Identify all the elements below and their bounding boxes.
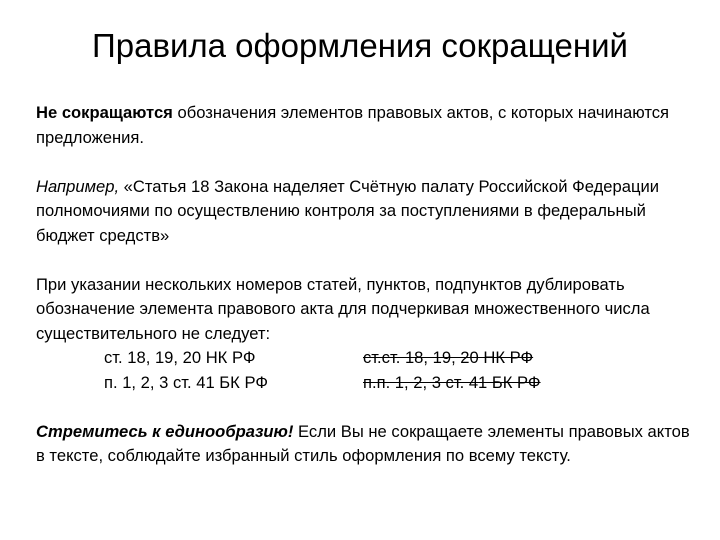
example-incorrect: ст.ст. 18, 19, 20 НК РФ [363,348,534,367]
paragraph-consistency [36,420,696,469]
paragraph-example [36,175,696,249]
paragraph-text: «Статья 18 Закона наделяет Счётную палату Российской Федерации полномочиями по осуществлению контроля за поступлениями в федеральный бюджет средств» [36,176,659,245]
paragraph-text: Если Вы не сокращаете элементы правовых актов в тексте, соблюдайте избранный стиль оформления по всему тексту. [36,421,690,465]
paragraph-text: обозначения элементов правовых актов, с которых начинаются предложения. [36,103,670,147]
bold-lead: Не сокращаются [36,103,173,122]
italic-lead: Например, [36,176,120,196]
example-correct: ст. 18, 19, 20 НК РФ [104,348,256,367]
paragraph-gap [36,248,696,273]
paragraph-no-abbreviation [36,101,696,150]
slide-title: Правила оформления сокращений [92,27,628,64]
bold-italic-lead: Стремитесь к единообразию! [36,421,294,441]
slide-body [36,101,696,469]
paragraph-gap [36,395,696,420]
paragraph-gap [36,150,696,175]
paragraph-multiple-numbers: При указании нескольких номеров статей, пунктов, подпунктов дублировать обозначение элемента правового акта для подчеркивая множественного числа существительного не следует: [36,274,650,343]
example-incorrect: п.п. 1, 2, 3 ст. 41 БК РФ [363,372,541,392]
example-row [36,371,696,396]
example-row [36,346,696,371]
example-correct: п. 1, 2, 3 ст. 41 БК РФ [104,372,268,392]
